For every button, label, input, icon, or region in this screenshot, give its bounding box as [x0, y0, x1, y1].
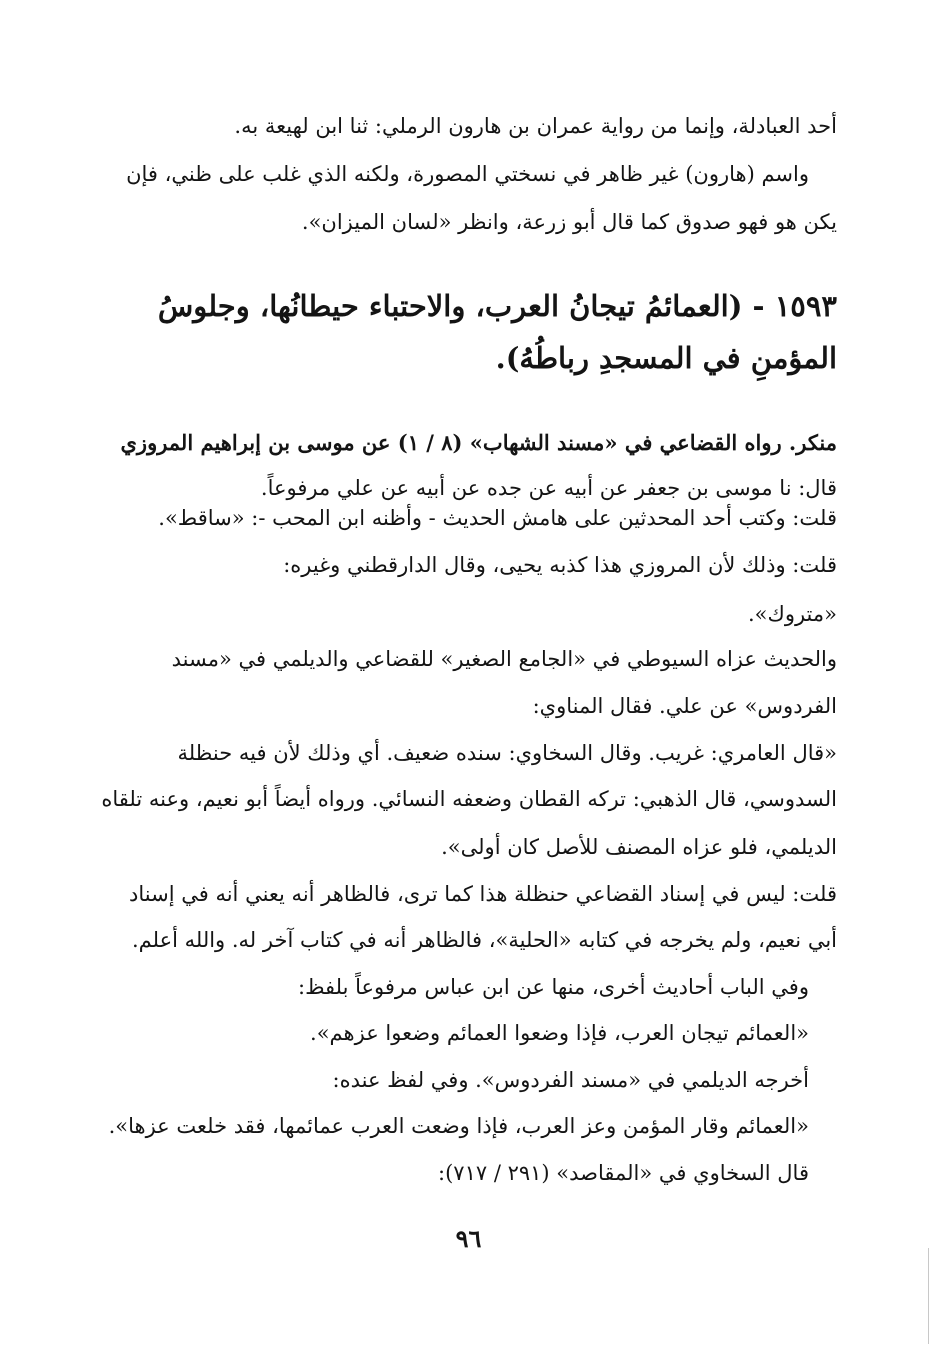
text-line: الديلمي، فلو عزاه المصنف للأصل كان أولى». — [441, 835, 837, 859]
text-line: «العمائم تيجان العرب، فإذا وضعوا العمائم وضعوا عزهم». — [310, 1021, 809, 1045]
text-line: «العمائم وقار المؤمن وعز العرب، فإذا وضعت العرب عمائمها، فقد خلعت عزها». — [108, 1114, 809, 1138]
text-line: قال السخاوي في «المقاصد» (٢٩١ / ٧١٧): — [438, 1161, 809, 1185]
text-line: منكر. رواه القضاعي في «مسند الشهاب» (٨ / ١) عن موسى بن إبراهيم المروزي — [120, 430, 837, 455]
text-line: قلت: ليس في إسناد القضاعي حنظلة هذا كما ترى، فالظاهر أنه يعني أنه في إسناد — [129, 882, 837, 906]
text-line: أبي نعيم، ولم يخرجه في كتابه «الحلية»، فالظاهر أنه في كتاب آخر له. والله أعلم. — [131, 928, 837, 952]
text-line: قلت: وذلك لأن المروزي هذا كذبه يحيى، وقال الدارقطني وغيره: — [283, 553, 837, 577]
text-line: «قال العامري: غريب. وقال السخاوي: سنده ضعيف. أي وذلك لأن فيه حنظلة — [177, 741, 837, 765]
text-line: أخرجه الديلمي في «مسند الفردوس». وفي لفظ عنده: — [332, 1068, 809, 1092]
text-line: وفي الباب أحاديث أخرى، منها عن ابن عباس مرفوعاً بلفظ: — [298, 975, 809, 999]
hadith-heading: المؤمنِ في المسجدِ رباطُهُ). — [495, 341, 837, 375]
page-number: ٩٦ — [455, 1224, 482, 1253]
text-line: الفردوس» عن علي. فقال المناوي: — [532, 694, 837, 718]
text-line: يكن هو فهو صدوق كما قال أبو زرعة، وانظر «لسان الميزان». — [301, 210, 837, 234]
text-line: قال: نا موسى بن جعفر عن أبيه عن جده عن أبيه عن علي مرفوعاً. — [260, 476, 837, 500]
text-line: أحد العبادلة، وإنما من رواية عمران بن هارون الرملي: ثنا ابن لهيعة به. — [234, 114, 837, 138]
text-line: «متروك». — [748, 602, 837, 626]
hadith-heading: ١٥٩٣ - (العمائمُ تيجانُ العرب، والاحتباء حيطانُها، وجلوسُ — [157, 289, 837, 323]
text-line: قلت: وكتب أحد المحدثين على هامش الحديث - وأظنه ابن المحب -: «ساقط». — [158, 506, 837, 530]
scan-edge-mark — [928, 1248, 929, 1344]
text-line: والحديث عزاه السيوطي في «الجامع الصغير» للقضاعي والديلمي في «مسند — [171, 647, 837, 671]
text-line: واسم (هارون) غير ظاهر في نسختي المصورة، ولكنه الذي غلب على ظني، فإن — [126, 162, 809, 186]
text-line: السدوسي، قال الذهبي: تركه القطان وضعفه النسائي. ورواه أيضاً أبو نعيم، وعنه تلقاه — [101, 787, 837, 811]
